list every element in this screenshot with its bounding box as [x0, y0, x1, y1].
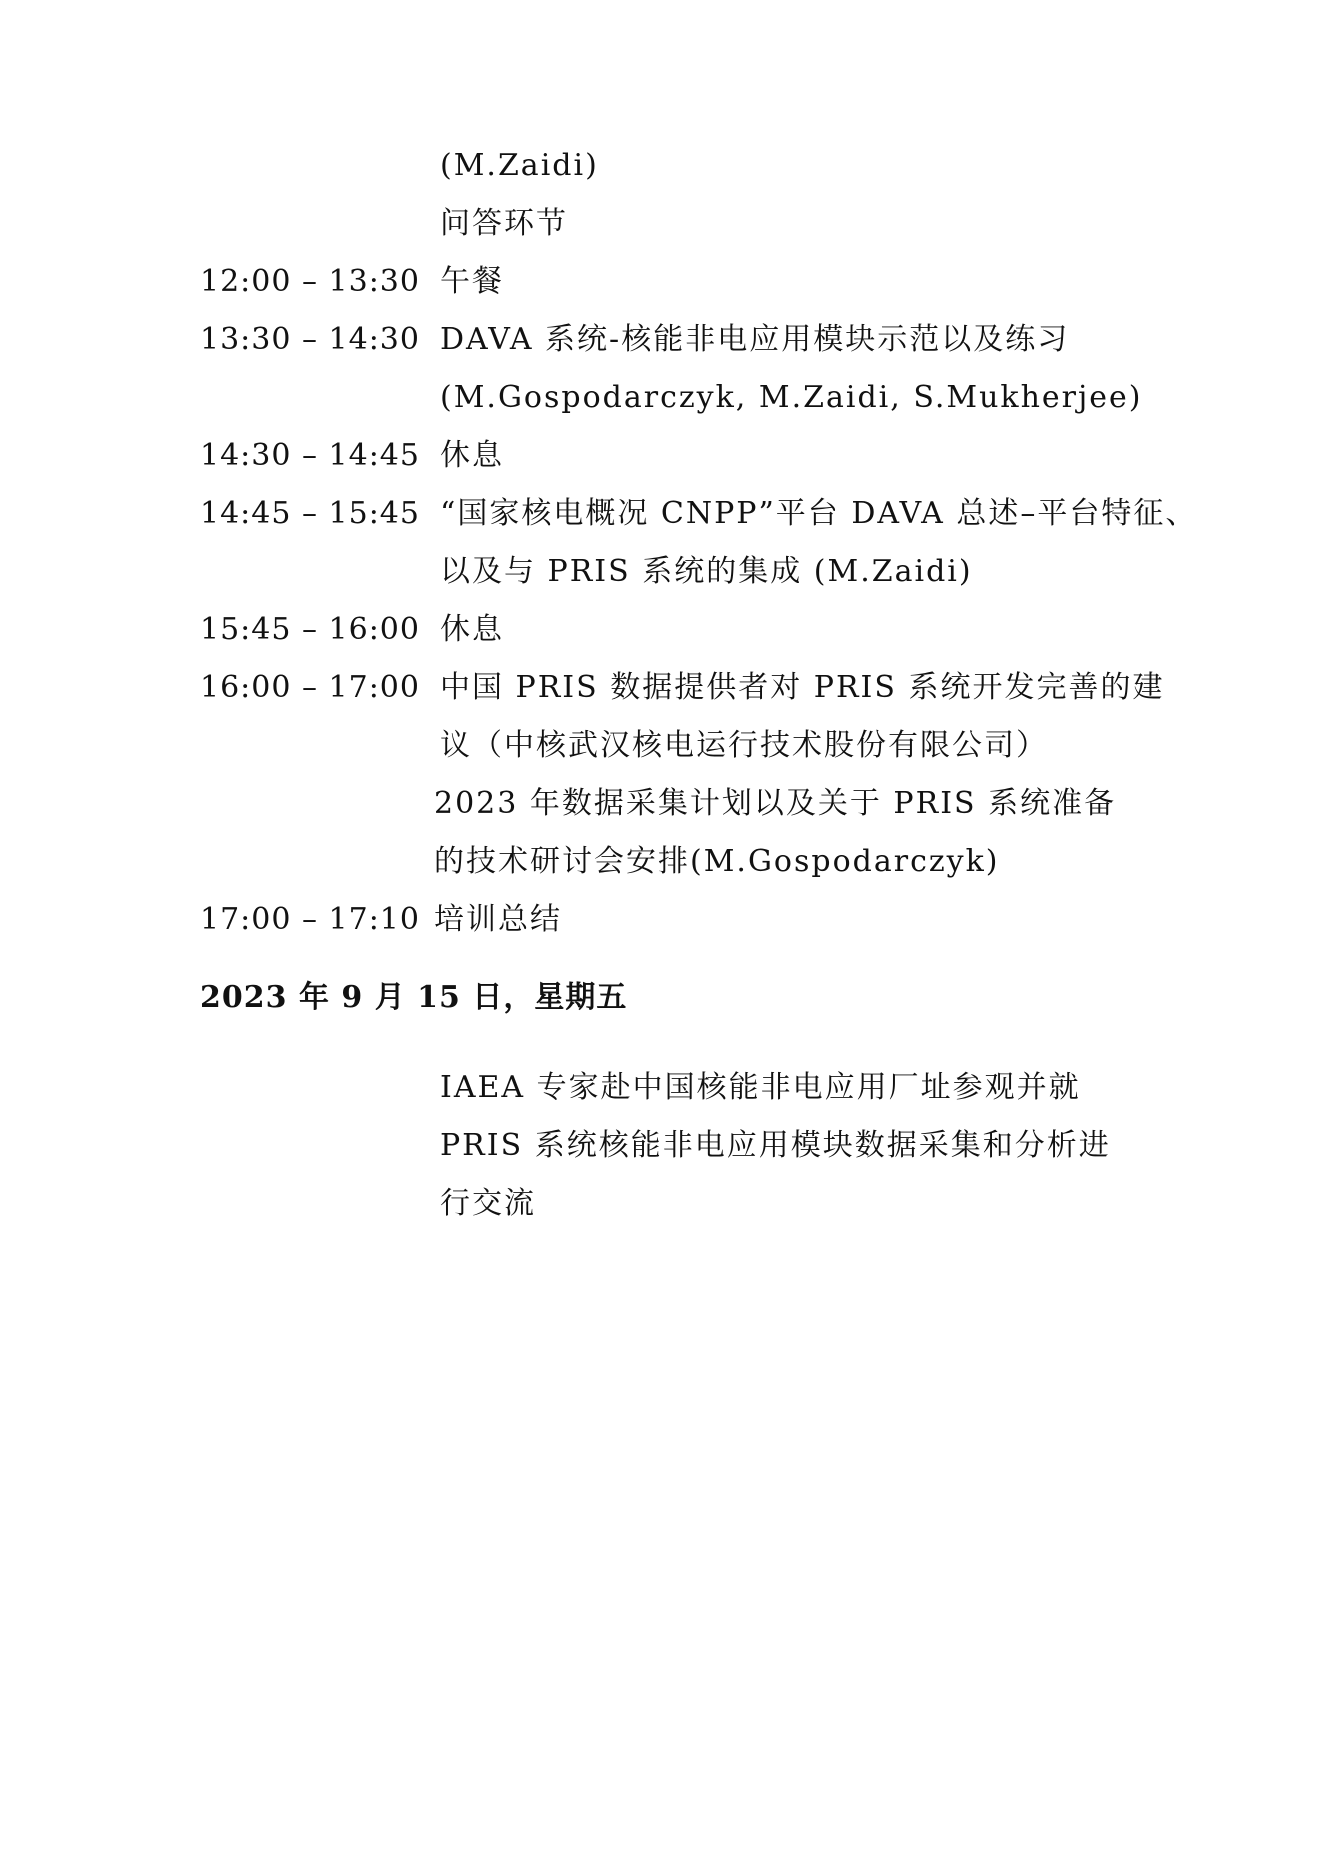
- agenda-time: 16:00 – 17:00: [200, 670, 420, 705]
- agenda-title-cont: 议（中核武汉核电运行技术股份有限公司）: [440, 728, 1048, 763]
- agenda-title: “国家核电概况 CNPP”平台 DAVA 总述–平台特征、: [440, 496, 1198, 531]
- session-qa: 问答环节: [440, 206, 568, 241]
- agenda-title-cont: 2023 年数据采集计划以及关于 PRIS 系统准备: [434, 786, 1117, 821]
- day-description: IAEA 专家赴中国核能非电应用厂址参观并就: [440, 1070, 1081, 1105]
- agenda-title: 中国 PRIS 数据提供者对 PRIS 系统开发完善的建: [440, 670, 1165, 705]
- day-heading: 2023 年 9 月 15 日，星期五: [200, 980, 628, 1015]
- agenda-title: 午餐: [440, 264, 504, 299]
- agenda-time: 14:30 – 14:45: [200, 438, 420, 473]
- agenda-time: 14:45 – 15:45: [200, 496, 420, 531]
- agenda-title-cont: 的技术研讨会安排(M.Gospodarczyk): [434, 844, 1000, 879]
- agenda-title: 培训总结: [434, 902, 562, 937]
- day-description: PRIS 系统核能非电应用模块数据采集和分析进: [440, 1128, 1111, 1163]
- session-speaker: (M.Zaidi): [440, 148, 599, 183]
- agenda-title: DAVA 系统-核能非电应用模块示范以及练习: [440, 322, 1070, 357]
- day-description: 行交流: [440, 1186, 536, 1221]
- agenda-time: 17:00 – 17:10: [200, 902, 420, 937]
- agenda-title-cont: 以及与 PRIS 系统的集成 (M.Zaidi): [440, 554, 973, 589]
- agenda-title: 休息: [440, 438, 504, 473]
- agenda-title: 休息: [440, 612, 504, 647]
- agenda-time: 12:00 – 13:30: [200, 264, 420, 299]
- agenda-time: 15:45 – 16:00: [200, 612, 420, 647]
- agenda-time: 13:30 – 14:30: [200, 322, 420, 357]
- agenda-speakers: (M.Gospodarczyk, M.Zaidi, S.Mukherjee): [440, 380, 1143, 415]
